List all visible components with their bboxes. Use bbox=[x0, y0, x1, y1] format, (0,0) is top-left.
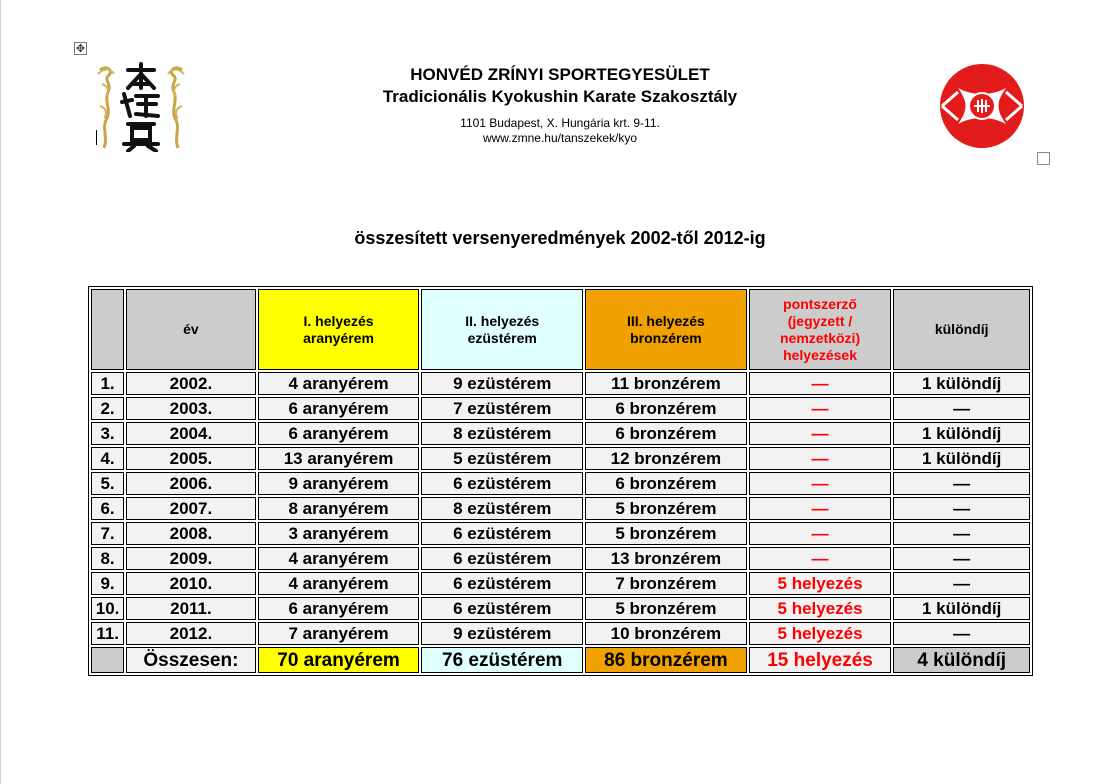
cell-idx: 10. bbox=[91, 597, 124, 620]
cell-idx: 11. bbox=[91, 622, 124, 645]
total-special: 4 különdíj bbox=[893, 647, 1030, 673]
cell-idx: 2. bbox=[91, 397, 124, 420]
cell-year: 2012. bbox=[126, 622, 256, 645]
table-row bbox=[91, 622, 1030, 645]
table-row bbox=[91, 472, 1030, 495]
total-silver: 76 ezüstérem bbox=[421, 647, 583, 673]
cell-points: — bbox=[749, 472, 892, 495]
table-row bbox=[91, 497, 1030, 520]
cell-points: 5 helyezés bbox=[749, 622, 892, 645]
cell-bronze: 5 bronzérem bbox=[585, 597, 747, 620]
cell-silver: 9 ezüstérem bbox=[421, 622, 583, 645]
cell-gold: 13 aranyérem bbox=[258, 447, 420, 470]
table-row bbox=[91, 447, 1030, 470]
kyokushin-kanji-logo bbox=[94, 58, 188, 152]
cell-silver: 6 ezüstérem bbox=[421, 597, 583, 620]
cell-year: 2009. bbox=[126, 547, 256, 570]
cell-special: 1 különdíj bbox=[893, 422, 1030, 445]
results-table bbox=[88, 286, 1033, 676]
cell-special: — bbox=[893, 472, 1030, 495]
table-header-row bbox=[91, 289, 1030, 370]
cell-special: 1 különdíj bbox=[893, 597, 1030, 620]
cell-silver: 6 ezüstérem bbox=[421, 522, 583, 545]
cell-bronze: 7 bronzérem bbox=[585, 572, 747, 595]
table-row bbox=[91, 597, 1030, 620]
cell-year: 2002. bbox=[126, 372, 256, 395]
cell-bronze: 10 bronzérem bbox=[585, 622, 747, 645]
cell-year: 2006. bbox=[126, 472, 256, 495]
total-index-cell bbox=[91, 647, 124, 673]
header-bronze bbox=[585, 289, 747, 370]
cell-idx: 5. bbox=[91, 472, 124, 495]
cell-bronze: 11 bronzérem bbox=[585, 372, 747, 395]
header-bronze-label: III. helyezés bronzérem bbox=[626, 312, 705, 346]
cell-bronze: 5 bronzérem bbox=[585, 522, 747, 545]
cell-special: — bbox=[893, 547, 1030, 570]
cell-gold: 4 aranyérem bbox=[258, 372, 420, 395]
cell-year: 2011. bbox=[126, 597, 256, 620]
kanji-phoenix-icon bbox=[94, 58, 188, 152]
document-title: összesített versenyeredmények 2002-től 2012-ig bbox=[354, 228, 766, 248]
cell-special: 1 különdíj bbox=[893, 372, 1030, 395]
cell-gold: 6 aranyérem bbox=[258, 422, 420, 445]
cell-year: 2010. bbox=[126, 572, 256, 595]
header-points bbox=[749, 289, 892, 370]
cell-points: — bbox=[749, 497, 892, 520]
cell-points: — bbox=[749, 547, 892, 570]
cell-special: 1 különdíj bbox=[893, 447, 1030, 470]
header-year: év bbox=[126, 289, 256, 370]
cell-idx: 7. bbox=[91, 522, 124, 545]
cell-points: — bbox=[749, 372, 892, 395]
results-body bbox=[91, 372, 1030, 645]
cell-year: 2007. bbox=[126, 497, 256, 520]
table-row bbox=[91, 547, 1030, 570]
kanku-icon bbox=[938, 62, 1026, 150]
cell-gold: 4 aranyérem bbox=[258, 572, 420, 595]
cell-silver: 7 ezüstérem bbox=[421, 397, 583, 420]
cell-bronze: 6 bronzérem bbox=[585, 422, 747, 445]
cell-idx: 4. bbox=[91, 447, 124, 470]
header-gold bbox=[258, 289, 420, 370]
cell-silver: 6 ezüstérem bbox=[421, 472, 583, 495]
cell-special: — bbox=[893, 622, 1030, 645]
cell-bronze: 12 bronzérem bbox=[585, 447, 747, 470]
cell-silver: 6 ezüstérem bbox=[421, 547, 583, 570]
header-gold-label: I. helyezés aranyérem bbox=[303, 312, 374, 346]
cell-gold: 6 aranyérem bbox=[258, 597, 420, 620]
letterhead bbox=[300, 64, 820, 146]
table-row bbox=[91, 522, 1030, 545]
cell-bronze: 5 bronzérem bbox=[585, 497, 747, 520]
address: 1101 Budapest, X. Hungária krt. 9-11. bbox=[460, 116, 660, 130]
cell-idx: 1. bbox=[91, 372, 124, 395]
cell-gold: 7 aranyérem bbox=[258, 622, 420, 645]
table-row bbox=[91, 372, 1030, 395]
cell-bronze: 13 bronzérem bbox=[585, 547, 747, 570]
cell-silver: 9 ezüstérem bbox=[421, 372, 583, 395]
cell-year: 2004. bbox=[126, 422, 256, 445]
cell-points: 5 helyezés bbox=[749, 572, 892, 595]
cell-gold: 4 aranyérem bbox=[258, 547, 420, 570]
cell-bronze: 6 bronzérem bbox=[585, 472, 747, 495]
total-row bbox=[91, 647, 1030, 673]
cell-points: — bbox=[749, 397, 892, 420]
cell-points: — bbox=[749, 447, 892, 470]
cell-idx: 8. bbox=[91, 547, 124, 570]
header-silver-label: II. helyezés ezüstérem bbox=[465, 312, 540, 346]
cell-bronze: 6 bronzérem bbox=[585, 397, 747, 420]
cell-points: 5 helyezés bbox=[749, 597, 892, 620]
header-points-label: pontszerző (jegyzett / nemzetközi) helyezések bbox=[779, 295, 861, 363]
cell-special: — bbox=[893, 572, 1030, 595]
total-bronze: 86 bronzérem bbox=[585, 647, 747, 673]
cell-gold: 6 aranyérem bbox=[258, 397, 420, 420]
table-row bbox=[91, 397, 1030, 420]
cell-special: — bbox=[893, 522, 1030, 545]
header-index bbox=[91, 289, 124, 370]
cell-silver: 8 ezüstérem bbox=[421, 497, 583, 520]
cell-year: 2008. bbox=[126, 522, 256, 545]
section-name: Tradicionális Kyokushin Karate Szakosztály bbox=[382, 87, 738, 106]
table-row bbox=[91, 422, 1030, 445]
cell-idx: 3. bbox=[91, 422, 124, 445]
total-points: 15 helyezés bbox=[749, 647, 892, 673]
cell-year: 2003. bbox=[126, 397, 256, 420]
table-move-handle-icon[interactable]: ✥ bbox=[75, 43, 86, 55]
cell-special: — bbox=[893, 497, 1030, 520]
cell-idx: 9. bbox=[91, 572, 124, 595]
website: www.zmne.hu/tanszekek/kyo bbox=[482, 131, 638, 145]
cell-year: 2005. bbox=[126, 447, 256, 470]
total-label: Összesen: bbox=[126, 647, 256, 673]
cell-silver: 5 ezüstérem bbox=[421, 447, 583, 470]
cell-idx: 6. bbox=[91, 497, 124, 520]
cell-special: — bbox=[893, 397, 1030, 420]
cell-gold: 8 aranyérem bbox=[258, 497, 420, 520]
resize-handle-icon[interactable] bbox=[1037, 152, 1050, 165]
kyokushin-kanku-logo bbox=[938, 62, 1026, 150]
table-row bbox=[91, 572, 1030, 595]
header-special: különdíj bbox=[893, 289, 1030, 370]
cell-silver: 6 ezüstérem bbox=[421, 572, 583, 595]
cell-points: — bbox=[749, 422, 892, 445]
cell-points: — bbox=[749, 522, 892, 545]
cell-gold: 9 aranyérem bbox=[258, 472, 420, 495]
organization-name: HONVÉD ZRÍNYI SPORTEGYESÜLET bbox=[410, 65, 710, 84]
cell-silver: 8 ezüstérem bbox=[421, 422, 583, 445]
total-gold: 70 aranyérem bbox=[258, 647, 420, 673]
header-silver bbox=[421, 289, 583, 370]
cell-gold: 3 aranyérem bbox=[258, 522, 420, 545]
page-edge bbox=[0, 0, 1, 784]
